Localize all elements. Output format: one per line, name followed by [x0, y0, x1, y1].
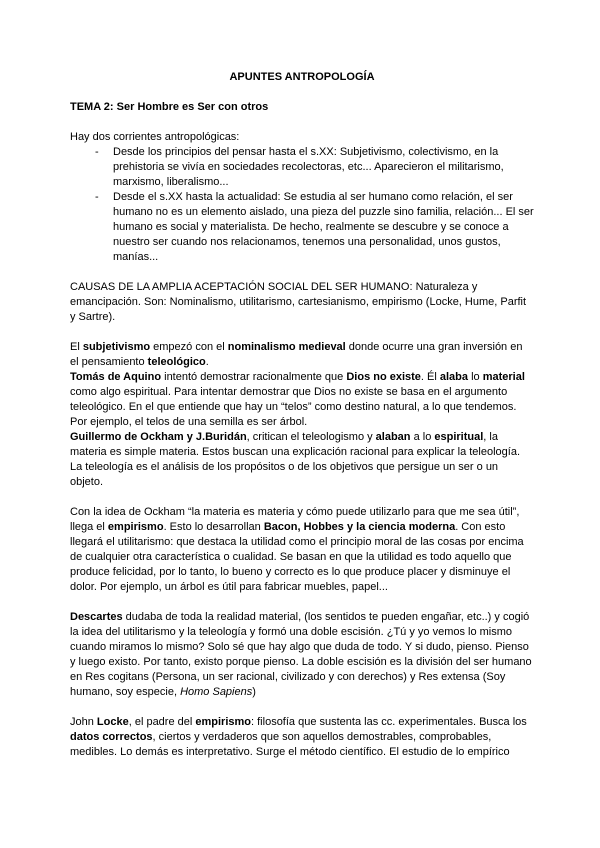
text-run: Locke: [96, 716, 129, 728]
text-run: Desde los principios del pensar hasta el s.XX: Subjetivismo, colectivismo, en la prehistoria se vivía en sociedades recolectoras, etc... Aparecieron el militarismo, marxismo, liberalismo...: [113, 146, 504, 188]
text-run: espiritual: [434, 431, 484, 443]
text-run: Guillermo de Ockham y J.Buridán: [70, 431, 247, 443]
text-run: intentó demostrar racionalmente que: [161, 371, 347, 383]
text-run: ): [252, 686, 256, 698]
subjectivism-paragraph: [70, 340, 534, 370]
text-run: Bacon, Hobbes y la ciencia moderna: [263, 521, 456, 533]
list-item-text: [113, 146, 504, 188]
list-item-text: [113, 191, 534, 263]
text-run: donde ocurre una gran inversión en el pensamiento: [70, 341, 523, 368]
text-run: , ciertos y verdaderos que son aquellos demostrables, comprobables, medibles. Lo demás es interpretativo. Surge el método científico. El estudio de lo empírico: [70, 731, 510, 758]
text-run: .: [205, 356, 209, 368]
text-run: Dios no existe: [346, 371, 421, 383]
document-title: [70, 70, 534, 85]
causes-paragraph: [70, 280, 534, 325]
text-run: teleológico: [147, 356, 206, 368]
text-run: alaba: [439, 371, 469, 383]
list-item: [70, 145, 534, 190]
intro-paragraph: [70, 130, 534, 145]
text-run: empezó con el: [150, 341, 228, 353]
text-run: Hay dos corrientes antropológicas:: [70, 131, 240, 143]
text-run: a lo: [410, 431, 435, 443]
text-run: empirismo: [107, 521, 164, 533]
text-run: empirismo: [195, 716, 252, 728]
text-run: El: [70, 341, 83, 353]
text-run: Con la idea de Ockham “la materia es materia y cómo puede utilizarlo para que me sea útil”, llega el: [70, 506, 520, 533]
locke-paragraph: [70, 715, 534, 760]
text-run: Descartes: [70, 611, 123, 623]
text-run: Homo Sapiens: [180, 686, 253, 698]
list-bullet: -: [95, 191, 99, 203]
text-run: Tomás de Aquino: [70, 371, 162, 383]
text-run: . Esto lo desarrollan: [163, 521, 264, 533]
text-run: , critican el teleologismo y: [246, 431, 376, 443]
list-bullet: -: [95, 146, 99, 158]
text-run: alaban: [375, 431, 411, 443]
ockham-buridan-paragraph: [70, 430, 534, 490]
empiricism-utilitarianism-paragraph: [70, 505, 534, 595]
text-run: subjetivismo: [82, 341, 151, 353]
text-run: . Con esto llegará el utilitarismo: que destaca la utilidad como el principio moral de las cosas por encima de cualquier otra característica o cualidad. Se basan en que la utilidad es todo aquello que produce felicidad, por lo tanto, lo bueno y correcto es lo que produce placer y disminuye el dolor. Por ejemplo, un árbol es útil para fabricar muebles, papel...: [70, 521, 524, 593]
text-run: lo: [468, 371, 483, 383]
text-run: . Él: [420, 371, 440, 383]
text-run: APUNTES ANTROPOLOGÍA: [229, 71, 375, 83]
text-run: datos correctos: [70, 731, 153, 743]
list-item: [70, 190, 534, 265]
aquinas-paragraph: [70, 370, 534, 430]
text-run: dudaba de toda la realidad material, (los sentidos te pueden engañar, etc..) y cogió la idea del utilitarismo y la teleología y formó una doble escisión. ¿Tú y yo vemos lo mismo cuando miramos lo mismo? Solo sé que hay algo que duda de todo. Y si dudo, pienso. Pienso y luego existo. Por tanto, existo porque pienso. La doble escisión es la división del ser humano en Res cogitans (Persona, un ser racional, civilizado y con derechos) y Res extensa (Soy humano, soy especie,: [70, 611, 532, 698]
topic-heading: [70, 100, 534, 115]
text-run: : filosofía que sustenta las cc. experimentales. Busca los: [251, 716, 527, 728]
text-run: nominalismo medieval: [227, 341, 346, 353]
text-run: Desde el s.XX hasta la actualidad: Se estudia al ser humano como relación, el ser humano no es un elemento aislado, una pieza del puzzle sino familia, relación... El ser humano es social y materialista. De hecho, realmente se descubre y se conoce a nuestro ser cuando nos relacionamos, tenemos una personalidad, unos gustos, manías...: [113, 191, 534, 263]
descartes-paragraph: [70, 610, 534, 700]
text-run: como algo espiritual. Para intentar demostrar que Dios no existe se basa en el argumento teleológico. En el que entiende que hay un “telos” como destino natural, a lo que tendemos. Por ejemplo, el telos de una semilla es ser árbol.: [70, 386, 517, 428]
text-run: CAUSAS DE LA AMPLIA ACEPTACIÓN SOCIAL DEL SER HUMANO: Naturaleza y emancipación. Son: Nominalismo, utilitarismo, cartesianismo, empirismo (Locke, Hume, Parfit y Sartre).: [70, 281, 527, 323]
text-run: John: [70, 716, 97, 728]
text-run: , la materia es simple materia. Estos buscan una explicación racional para explicar la teleología. La teleología es el análisis de los propósitos o de los objetivos que persigue un ser o un objeto.: [70, 431, 521, 488]
text-run: material: [482, 371, 525, 383]
text-run: TEMA 2: Ser Hombre es Ser con otros: [70, 101, 269, 113]
anthropological-currents-list: [70, 145, 534, 265]
text-run: , el padre del: [128, 716, 196, 728]
